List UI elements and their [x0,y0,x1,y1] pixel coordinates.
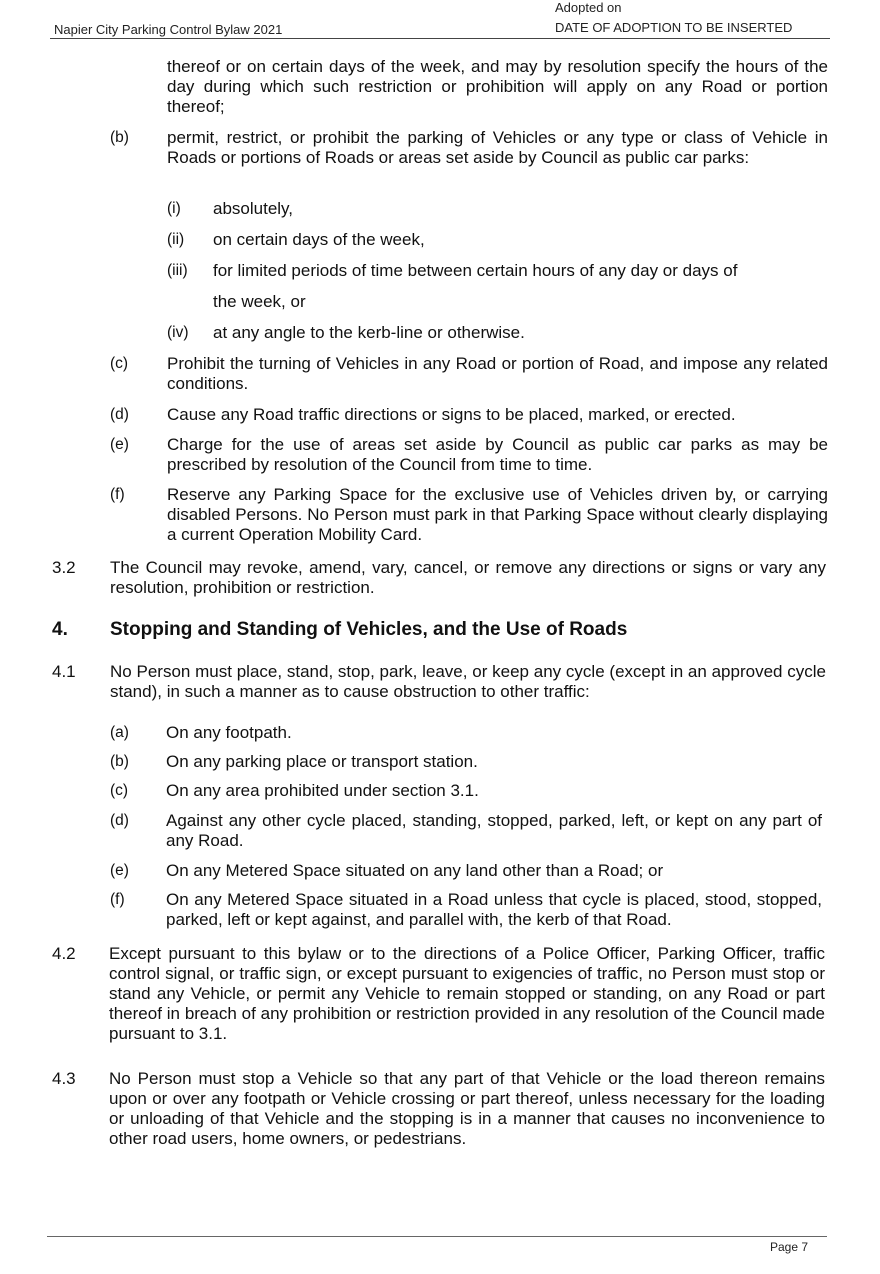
clause-4-1-f-label: (f) [110,891,125,908]
clause-4-1-e-label: (e) [110,862,129,879]
adopted-label: Adopted on [555,0,622,15]
subitem-iv-label: (iv) [167,324,189,341]
clause-3-2-text: The Council may revoke, amend, vary, cancel, or remove any directions or signs or vary any resolution, prohibition or restriction. [110,558,826,597]
clause-4-1-e-text: On any Metered Space situated on any land other than a Road; or [166,861,664,880]
clause-4-1-f-text: On any Metered Space situated in a Road unless that cycle is placed, stood, stopped, parked, left or kept against, and parallel with, the kerb of that Road. [166,890,822,929]
clause-3-1-d-label: (d) [110,406,129,423]
clause-3-1-e-text: Charge for the use of areas set aside by Council as public car parks as may be prescribed by resolution of the Council from time to time. [167,435,828,474]
clause-4-1-b-text: On any parking place or transport station. [166,752,478,771]
subitem-ii-text: on certain days of the week, [213,230,425,249]
page-number: Page 7 [770,1240,809,1254]
clause-3-1-c-text: Prohibit the turning of Vehicles in any Road or portion of Road, and impose any related conditions. [167,354,828,393]
clause-3-1-c-label: (c) [110,355,129,372]
subitem-i-text: absolutely, [213,199,294,218]
clause-4-3-number: 4.3 [52,1069,76,1088]
section-4-number: 4. [52,619,68,640]
clause-4-1-d-text: Against any other cycle placed, standing, stopped, parked, left, or kept on any part of any Road. [166,811,822,850]
clause-3-1-f-text: Reserve any Parking Space for the exclusive use of Vehicles driven by, or carrying disabled Persons. No Person must park in that Parking Space without clearly displaying a current Operation Mobility Card. [167,485,828,544]
clause-3-1-b-label: (b) [110,129,129,146]
clause-4-1-a-text: On any footpath. [166,723,292,742]
subitem-iii-text-cont: the week, or [213,292,306,311]
subitem-ii-label: (ii) [167,231,185,248]
clause-4-1-number: 4.1 [52,662,76,681]
clause-4-2-text: Except pursuant to this bylaw or to the directions of a Police Officer, Parking Officer, traffic control signal, or traffic sign, or except pursuant to exigencies of traffic, no Person must stop or stand any Vehicle, or permit any Vehicle to remain stopped or standing, on any Road or part thereof in breach of any prohibition or restriction provided in any resolution of the Council made pursuant to 3.1. [109,944,825,1043]
clause-4-1-d-label: (d) [110,812,129,829]
clause-3-1-f-label: (f) [110,486,125,503]
clause-4-1-a-label: (a) [110,724,129,741]
subitem-i-label: (i) [167,200,181,217]
clause-4-1-text: No Person must place, stand, stop, park, leave, or keep any cycle (except in an approved cycle stand), in such a manner as to cause obstruction to other traffic: [110,662,826,701]
adoption-date: DATE OF ADOPTION TO BE INSERTED [555,20,793,35]
clause-3-1-d-text: Cause any Road traffic directions or signs to be placed, marked, or erected. [167,405,736,424]
clause-4-2-number: 4.2 [52,944,76,963]
footer-rule [47,1236,827,1237]
header-rule [50,38,830,39]
intro-continuation: thereof or on certain days of the week, and may by resolution specify the hours of the day during which such restriction or prohibition will apply on any Road or portion thereof; [167,57,828,116]
clause-4-1-c-text: On any area prohibited under section 3.1. [166,781,479,800]
clause-4-3-text: No Person must stop a Vehicle so that any part of that Vehicle or the load thereon remains upon or over any footpath or Vehicle crossing or part thereof, unless necessary for the loading or unloading of that Vehicle and the stopping is in a manner that causes no inconvenience to other road users, home owners, or pedestrians. [109,1069,825,1148]
document-title: Napier City Parking Control Bylaw 2021 [54,22,283,37]
subitem-iii-label: (iii) [167,262,188,279]
subitem-iv-text: at any angle to the kerb-line or otherwise. [213,323,525,342]
clause-4-1-c-label: (c) [110,782,129,799]
clause-3-2-number: 3.2 [52,558,76,577]
clause-3-1-e-label: (e) [110,436,129,453]
subitem-iii-text: for limited periods of time between certain hours of any day or days of [213,261,738,280]
clause-4-1-b-label: (b) [110,753,129,770]
section-4-title: Stopping and Standing of Vehicles, and the Use of Roads [110,619,628,640]
clause-3-1-b-text: permit, restrict, or prohibit the parking of Vehicles or any type or class of Vehicle in Roads or portions of Roads or areas set aside by Council as public car parks: [167,128,828,167]
